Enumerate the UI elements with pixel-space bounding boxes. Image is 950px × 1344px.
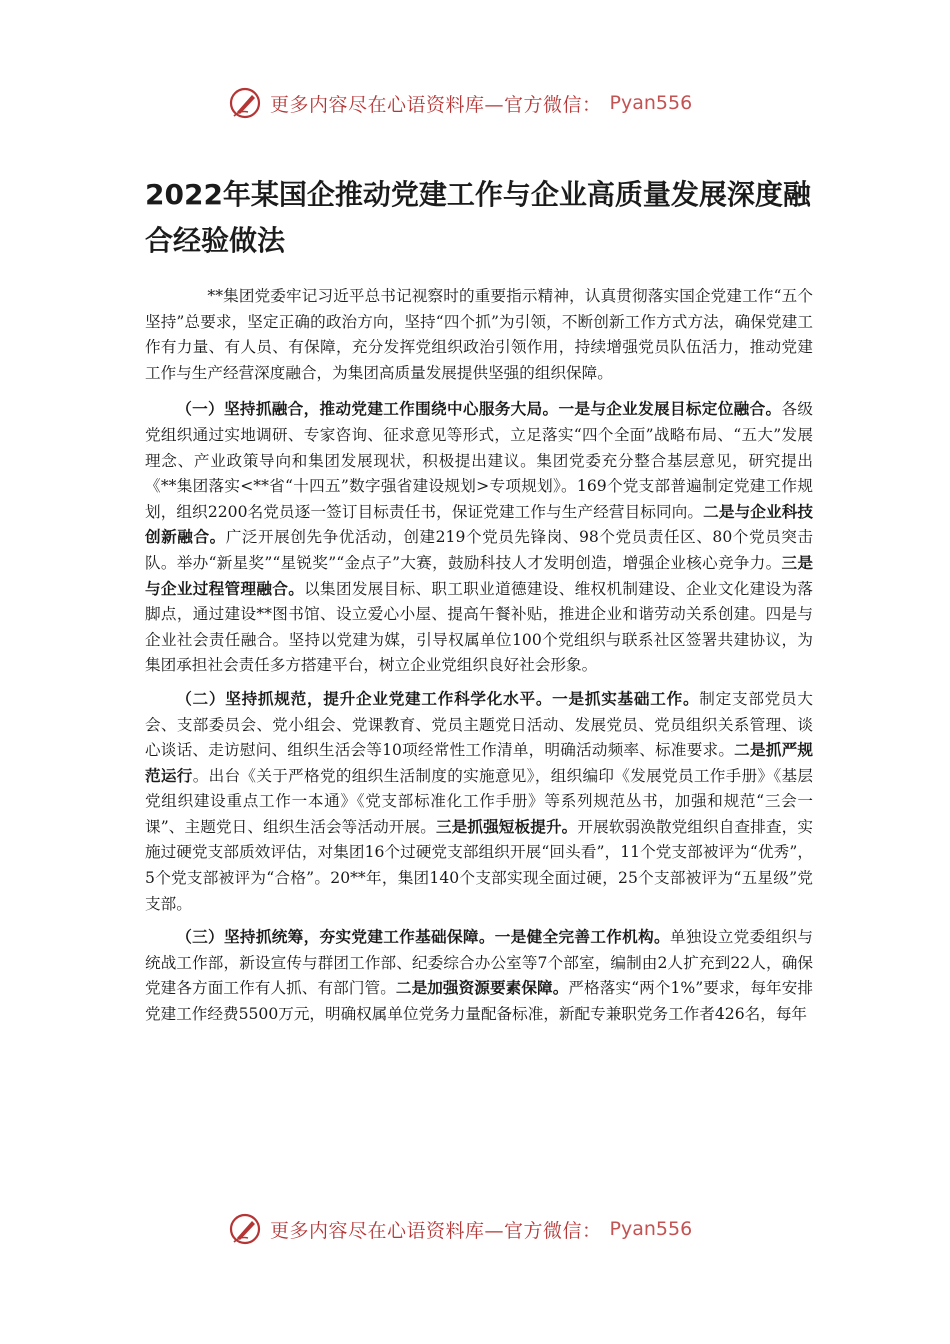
banner-wechat-id: Pyan556: [609, 92, 693, 114]
body-text: 制定支部党员大会、支部委员会、党小组会、党课教育、党员主题党日活动、发展党员、党员组织关系管理、谈心谈话、走访慰问、组织生活会等10项经常性工作清单，明确活动频率、标准要求。: [145, 689, 813, 760]
body-text: 各级党组织通过实地调研、专家咨询、征求意见等形式，立足落实“四个全面”战略布局、“五大”发展理念、产业政策导向和集团发展现状，积极提出建议。集团党委充分整合基层意见，研究提出《**集团落实<**省“十四五”数字强省建设规划>专项规划》。169个党支部普遍制定党建工作规划，组织2200名党员逐一签订目标责任书，保证党建工作与生产经营目标同向。: [145, 400, 813, 521]
body-text: 开展软弱涣散党组织自查排查，实施过硬党支部质效评估，对集团16个过硬党支部组织开展“回头看”，11个党支部被评为“优秀”，5个党支部被评为“合格”。20**年，集团140个支部实现全面过硬，25个支部被评为“五星级”党支部。: [145, 817, 813, 913]
body-text: 以集团发展目标、职工职业道德建设、维权机制建设、企业文化建设为落脚点，通过建设**图书馆、设立爱心小屋、提高午餐补贴，推进企业和谐劳动关系创建。四是与企业社会责任融合。坚持以党建为媒，引导权属单位100个党组织与联系社区签署共建协议，为集团承担社会责任多方搭建平台，树立企业党组织良好社会形象。: [145, 579, 813, 675]
bold-heading-text: 二是抓严规范运行: [145, 741, 813, 785]
footer-banner: [228, 1212, 692, 1246]
bold-heading-text: 二是与企业科技创新融合。: [145, 502, 813, 547]
document-body: [145, 284, 813, 1036]
bold-heading-text: 三是抓强短板提升。: [435, 817, 578, 836]
pen-circle-logo-icon: [228, 1212, 262, 1246]
section-paragraph: [145, 397, 813, 679]
section-paragraph: [145, 687, 813, 917]
bold-heading-text: （二）坚持抓规范，提升企业党建工作科学化水平。一是抓实基础工作。: [176, 689, 700, 708]
bold-heading-text: 二是加强资源要素保障。: [395, 979, 569, 998]
section-paragraph: [145, 925, 813, 1027]
body-text: 。出台《关于严格党的组织生活制度的实施意见》，组织编印《发展党员工作手册》《基层党组织建设重点工作一本通》《党支部标准化工作手册》等系列规范丛书，加强和规范“三会一课”、主题党日、组织生活会等活动开展。: [145, 766, 813, 836]
banner-text: 更多内容尽在心语资料库—官方微信：: [270, 1219, 602, 1242]
intro-paragraph: **集团党委牢记习近平总书记视察时的重要指示精神，认真贯彻落实国企党建工作“五个坚持”总要求，坚定正确的政治方向，坚持“四个抓”为引领，不断创新工作方式方法，确保党建工作有力量、有人员、有保障，充分发挥党组织政治引领作用，持续增强党员队伍活力，推动党建工作与生产经营深度融合，为集团高质量发展提供坚强的组织保障。: [145, 287, 813, 382]
header-banner: [228, 86, 692, 120]
banner-wechat-id: Pyan556: [609, 1218, 693, 1240]
body-text: 单独设立党委组织与统战工作部，新设宣传与群团工作部、纪委综合办公室等7个部室，编制由2人扩充到22人，确保党建各方面工作有人抓、有部门管。: [145, 928, 813, 998]
body-text: 严格落实“两个1%”要求，每年安排党建工作经费5500万元，明确权属单位党务力量配备标准，新配专兼职党务工作者426名，每年: [145, 979, 813, 1024]
bold-heading-text: （三）坚持抓统筹，夯实党建工作基础保障。一是健全完善工作机构。: [176, 928, 670, 947]
bold-heading-text: （一）坚持抓融合，推动党建工作围绕中心服务大局。一是与企业发展目标定位融合。: [176, 400, 782, 419]
bold-heading-text: 三是与企业过程管理融合。: [145, 553, 813, 598]
body-text: 广泛开展创先争优活动，创建219个党员先锋岗、98个党员责任区、80个党员突击队。举办“新星奖”“星锐奖”“金点子”大赛，鼓励科技人才发明创造，增强企业核心竞争力。: [145, 528, 813, 572]
document-title: 2022年某国企推动党建工作与企业高质量发展深度融合经验做法: [145, 178, 811, 257]
pen-circle-logo-icon: [228, 86, 262, 120]
banner-text: 更多内容尽在心语资料库—官方微信：: [270, 93, 602, 116]
